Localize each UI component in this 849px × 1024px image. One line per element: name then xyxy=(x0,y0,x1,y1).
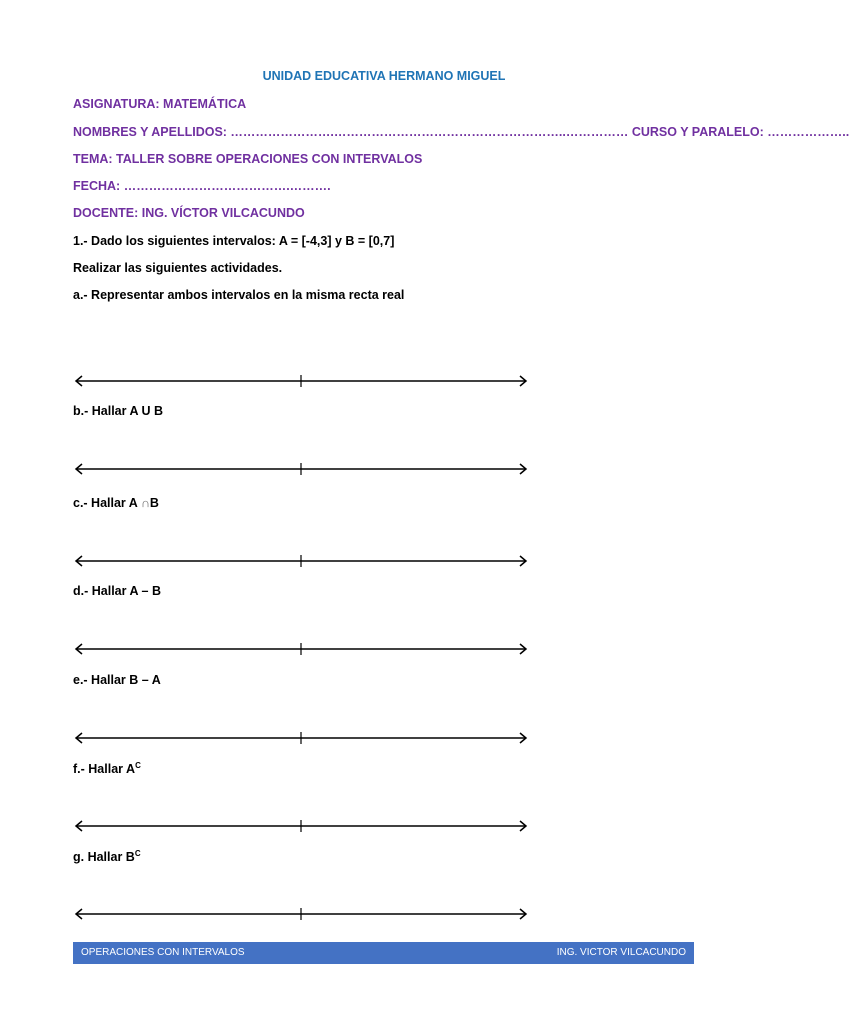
item-c-suffix: B xyxy=(149,496,159,510)
footer-left: OPERACIONES CON INTERVALOS xyxy=(81,947,245,958)
instruction-text: Realizar las siguientes actividades. xyxy=(73,261,283,275)
item-a: a.- Representar ambos intervalos en la misma recta real xyxy=(73,288,405,302)
date-line: FECHA: ………………………………….………. xyxy=(73,179,331,193)
names-line: NOMBRES Y APELLIDOS: …………………….………………………………………………..…………… CURSO Y PARALELO: ……………….. xyxy=(73,125,849,139)
item-f-text: f.- Hallar A xyxy=(73,762,136,777)
number-line-a xyxy=(73,374,529,388)
footer-right: ING. VICTOR VILCACUNDO xyxy=(556,947,686,958)
item-e: e.- Hallar B – A xyxy=(73,673,161,687)
number-line-e xyxy=(73,731,529,745)
topic-line: TEMA: TALLER SOBRE OPERACIONES CON INTERVALOS xyxy=(73,152,423,166)
subject-line: ASIGNATURA: MATEMÁTICA xyxy=(73,97,247,111)
number-line-b xyxy=(73,462,529,476)
page-footer xyxy=(73,942,694,964)
item-f xyxy=(73,761,141,776)
item-c-prefix: c.- Hallar A xyxy=(73,496,141,510)
intersection-symbol: ∩ xyxy=(140,496,150,510)
number-line-c xyxy=(73,554,529,568)
item-g-superscript: C xyxy=(134,849,141,858)
item-b: b.- Hallar A U B xyxy=(73,404,164,418)
number-line-g xyxy=(73,907,529,921)
item-c xyxy=(73,496,159,510)
item-g xyxy=(73,849,141,864)
number-line-d xyxy=(73,642,529,656)
number-line-f xyxy=(73,819,529,833)
teacher-line: DOCENTE: ING. VÍCTOR VILCACUNDO xyxy=(73,206,305,220)
item-f-superscript: C xyxy=(135,761,141,770)
school-title: UNIDAD EDUCATIVA HERMANO MIGUEL xyxy=(262,69,506,83)
item-g-text: g. Hallar B xyxy=(73,850,135,865)
problem-statement: 1.- Dado los siguientes intervalos: A = [-4,3] y B = [0,7] xyxy=(73,234,395,248)
item-d: d.- Hallar A – B xyxy=(73,584,161,598)
